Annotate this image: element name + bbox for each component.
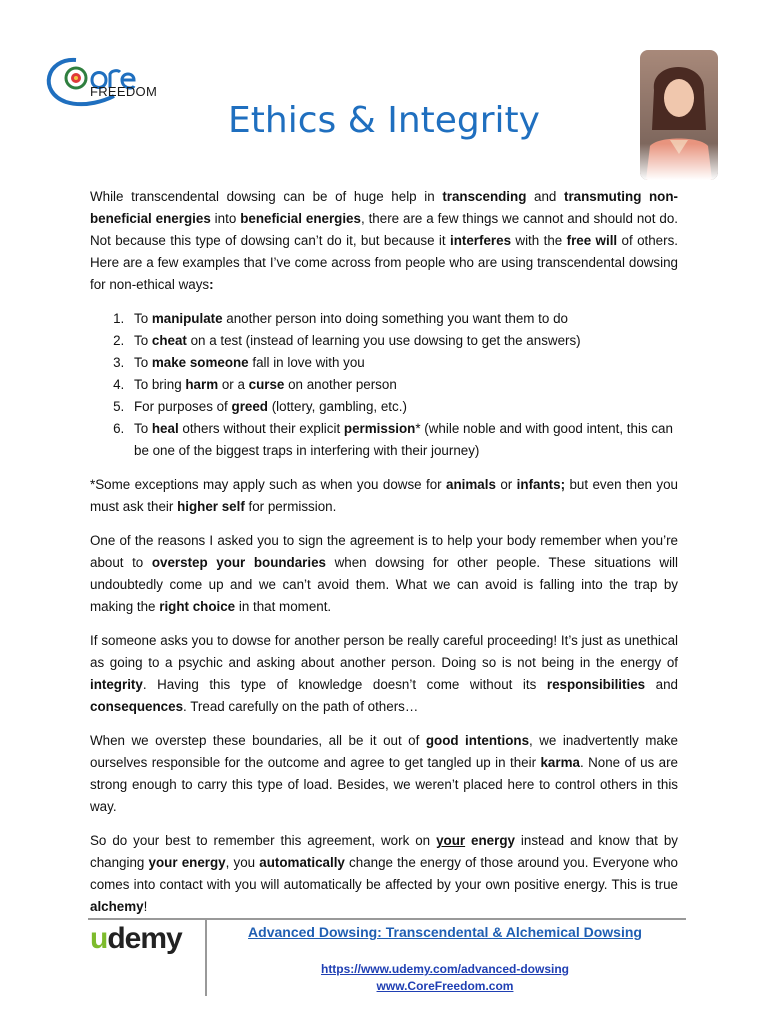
list-item: 3. To make someone fall in love with you [128, 352, 678, 374]
udemy-url-link[interactable]: https://www.udemy.com/advanced-dowsing [320, 962, 570, 976]
examples-list [90, 308, 678, 462]
overstep-paragraph: When we overstep these boundaries, all be it out of good intentions, we inadvertently make ourselves responsible for the outcome and agree to get tangled up in their karma. None of us are strong enough to carry this type of load. Besides, we weren’t placed here to control others in this way. [90, 733, 678, 814]
page-title: Ethics & Integrity [228, 100, 540, 141]
footer-vertical-divider [205, 920, 207, 996]
footer-divider [88, 918, 686, 920]
list-item: 6. To heal others without their explicit permission* (while noble and with good intent, this can be one of the biggest traps in interfering with their journey) [128, 418, 678, 462]
exceptions-paragraph: *Some exceptions may apply such as when you dowse for animals or infants; but even then you must ask their higher self for permission. [90, 477, 678, 514]
author-photo [640, 50, 718, 180]
careful-paragraph: If someone asks you to dowse for another person be really careful proceeding! It’s just as unethical as going to a psychic and asking about another person. Doing so is not being in the energy of integrity. Having this type of knowledge doesn’t come without its responsibilities and consequences. Tread carefully on the path of others… [90, 633, 678, 714]
document-body [90, 186, 678, 930]
agreement-paragraph: One of the reasons I asked you to sign the agreement is to help your body remember when you’re about to overstep your boundaries when dowsing for other people. These situations will undoubtedly come up and we can’t avoid them. What we can avoid is falling into the trap by making the right choice in that moment. [90, 533, 679, 614]
list-item: 5. For purposes of greed (lottery, gambling, etc.) [128, 396, 678, 418]
list-item: 1. To manipulate another person into doing something you want them to do [128, 308, 678, 330]
closing-paragraph: So do your best to remember this agreement, work on your energy instead and know that by changing your energy, you automatically change the energy of those around you. Everyone who comes into contact with you will automatically be affected by your own positive energy. This is true alchemy! [90, 833, 678, 914]
list-item: 4. To bring harm or a curse on another person [128, 374, 678, 396]
list-item: 2. To cheat on a test (instead of learning you use dowsing to get the answers) [128, 330, 678, 352]
website-link[interactable]: www.CoreFreedom.com [376, 979, 514, 993]
course-link[interactable]: Advanced Dowsing: Transcendental & Alchemical Dowsing [248, 924, 642, 940]
logo-text: FREEDOM [90, 84, 158, 99]
intro-paragraph: While transcendental dowsing can be of huge help in transcending and transmuting non-beneficial energies into beneficial energies, there are a few things we cannot and should not do. Not because this type of dowsing can’t do it, but because it interferes with the free will of others. Here are a few examples that I’ve come across from people who are using transcendental dowsing for non-ethical ways: [90, 189, 679, 292]
udemy-logo: udemy [90, 922, 182, 955]
